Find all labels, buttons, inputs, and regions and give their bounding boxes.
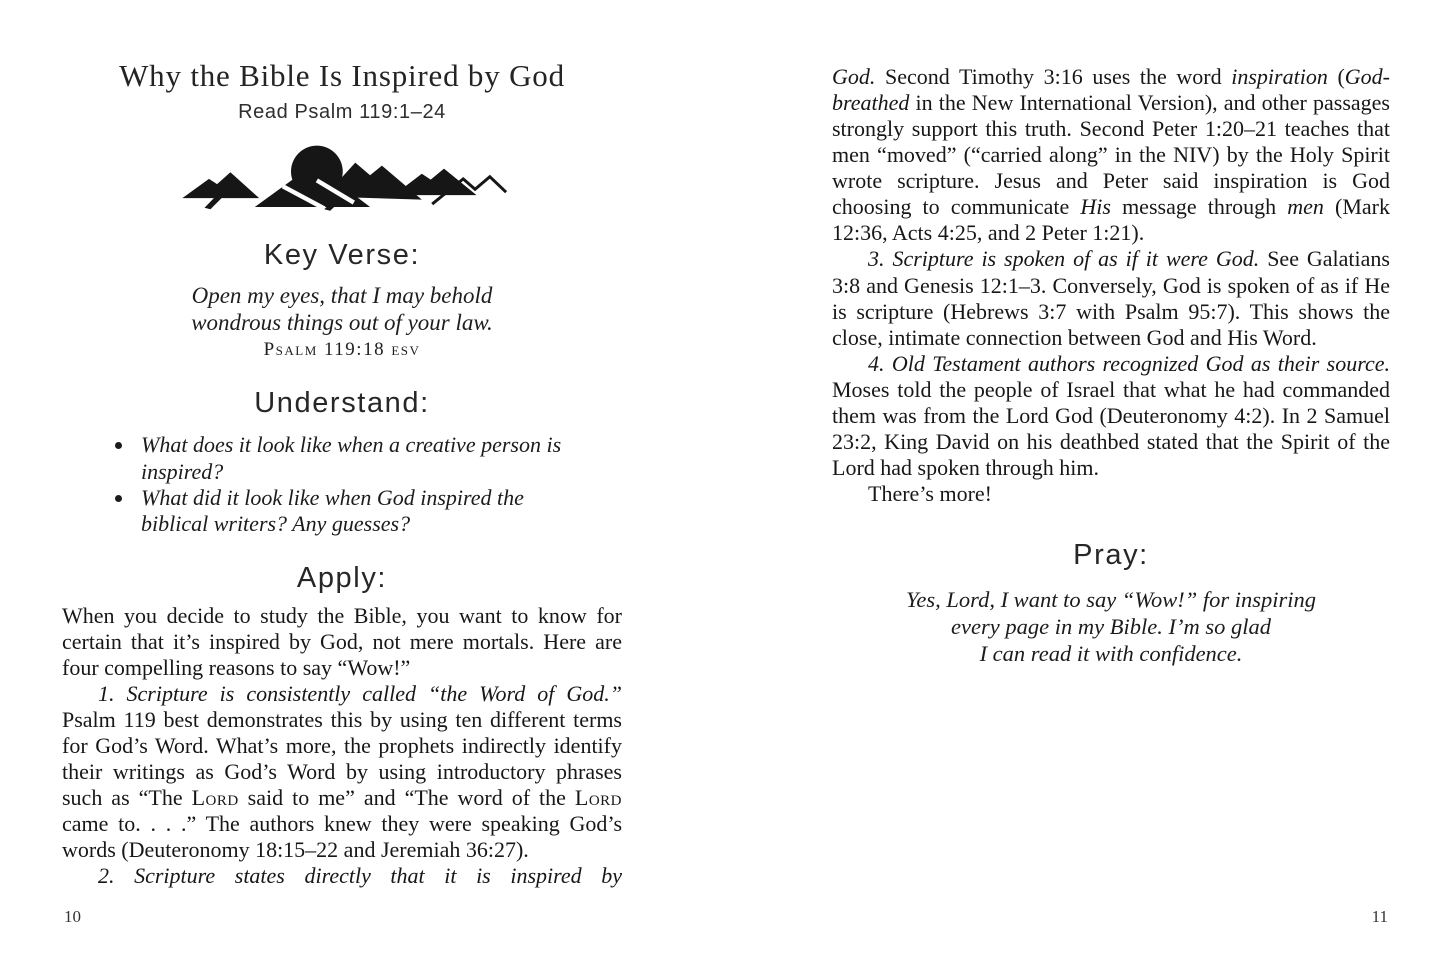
text-line: I can read it with confidence. — [979, 641, 1243, 667]
bullet-item: • What does it look like when a creative person is inspired? — [135, 432, 575, 485]
mountains-sun-icon — [172, 134, 512, 212]
body-paragraph — [62, 603, 622, 681]
plain-text: (Mark 12:36, Acts 4:25, and 2 Peter 1:21). — [832, 194, 1390, 246]
apply-body — [62, 603, 622, 890]
chapter-subtitle: Read Psalm 119:1–24 — [238, 101, 446, 123]
plain-text: When you decide to study the Bible, you want to know for certain that it’s inspired by God, not mere mortals. Here are four compelling reasons to say “Wow!” — [62, 602, 622, 680]
plain-text: ( — [1327, 64, 1345, 89]
body-paragraph — [832, 481, 1390, 507]
small-caps-text: Lord — [191, 785, 239, 811]
plain-text: See Galatians 3:8 and Genesis 12:1–3. Conversely, God is spoken of as if He is scripture (Hebrews 3:7 with Psalm 95:7). This shows the close, intimate connection between God and His Word. — [832, 246, 1390, 350]
body-paragraph — [832, 64, 1390, 246]
plain-text: came to. . . .” The authors knew they were speaking God’s words (Deuteronomy 18:15–22 and Jeremiah 36:27). — [62, 811, 622, 863]
italic-text: men — [1287, 194, 1324, 220]
apply-heading: Apply: — [296, 561, 388, 594]
italic-text: inspiration — [1231, 64, 1328, 89]
page-number-right: 11 — [1371, 907, 1388, 926]
understand-bullet-list — [109, 432, 575, 538]
plain-text: Moses told the people of Israel that what he had commanded them was from the Lord God (Deuteronomy 4:2). In 2 Samuel 23:2, King David on his deathbed stated that the Spirit of the Lord had spoken through him. — [832, 376, 1390, 480]
understand-heading: Understand: — [254, 387, 430, 420]
italic-text: 2. Scripture states directly that it is inspired by — [98, 863, 622, 889]
chapter-title: Why the Bible Is Inspired by God — [119, 58, 565, 93]
prayer-text — [832, 586, 1390, 667]
small-caps-text: Lord — [574, 785, 622, 811]
italic-text: God. — [832, 64, 876, 89]
plain-text: in the New International Version), and other passages strongly support this truth. Second Peter 1:20–21 teaches that men “moved” (“carried along” in the NIV) by the Holy Spirit wrote scripture. Jesus and Peter said inspiration is God choosing to communicate — [832, 90, 1390, 220]
body-paragraph — [62, 681, 622, 863]
key-verse-text — [62, 282, 622, 336]
italic-text: 3. Scripture is spoken of as if it were God. — [868, 246, 1260, 272]
text-line: every page in my Bible. I’m so glad — [951, 614, 1271, 640]
body-paragraph — [832, 351, 1390, 481]
italic-text: God-breathed — [832, 64, 1390, 116]
text-line: Open my eyes, that I may behold — [191, 283, 493, 308]
page-right — [722, 0, 1444, 963]
plain-text: There’s more! — [868, 481, 992, 506]
plain-text: Second Timothy 3:16 uses the word — [875, 64, 1232, 89]
text-line: wondrous things out of your law. — [191, 310, 493, 336]
chapter-illustration — [62, 134, 622, 217]
bullet-item: • What did it look like when God inspired the biblical writers? Any guesses? — [135, 485, 575, 538]
key-verse-heading: Key Verse: — [263, 239, 421, 271]
pray-heading: Pray: — [1073, 539, 1149, 572]
plain-text: Psalm 119 best demonstrates this by using ten different terms for God’s Word. What’s more, the prophets indirectly identify their writings as God’s Word by using introductory phrases such as “The — [62, 707, 622, 811]
key-verse-reference: Psalm 119:18 esv — [263, 339, 421, 361]
body-paragraph — [62, 863, 622, 889]
italic-text: His — [1080, 194, 1111, 220]
right-body — [832, 64, 1390, 507]
page-number-left: 10 — [64, 907, 81, 926]
italic-text: 4. Old Testament authors recognized God as their source. — [868, 350, 1390, 376]
italic-text: 1. Scripture is consistently called “the Word of God.” — [98, 681, 622, 706]
text-line: Yes, Lord, I want to say “Wow!” for inspiring — [905, 587, 1317, 613]
plain-text: said to me” and “The word of the — [238, 785, 575, 811]
page-left — [0, 0, 722, 963]
body-paragraph — [832, 246, 1390, 350]
plain-text: message through — [1110, 194, 1288, 220]
